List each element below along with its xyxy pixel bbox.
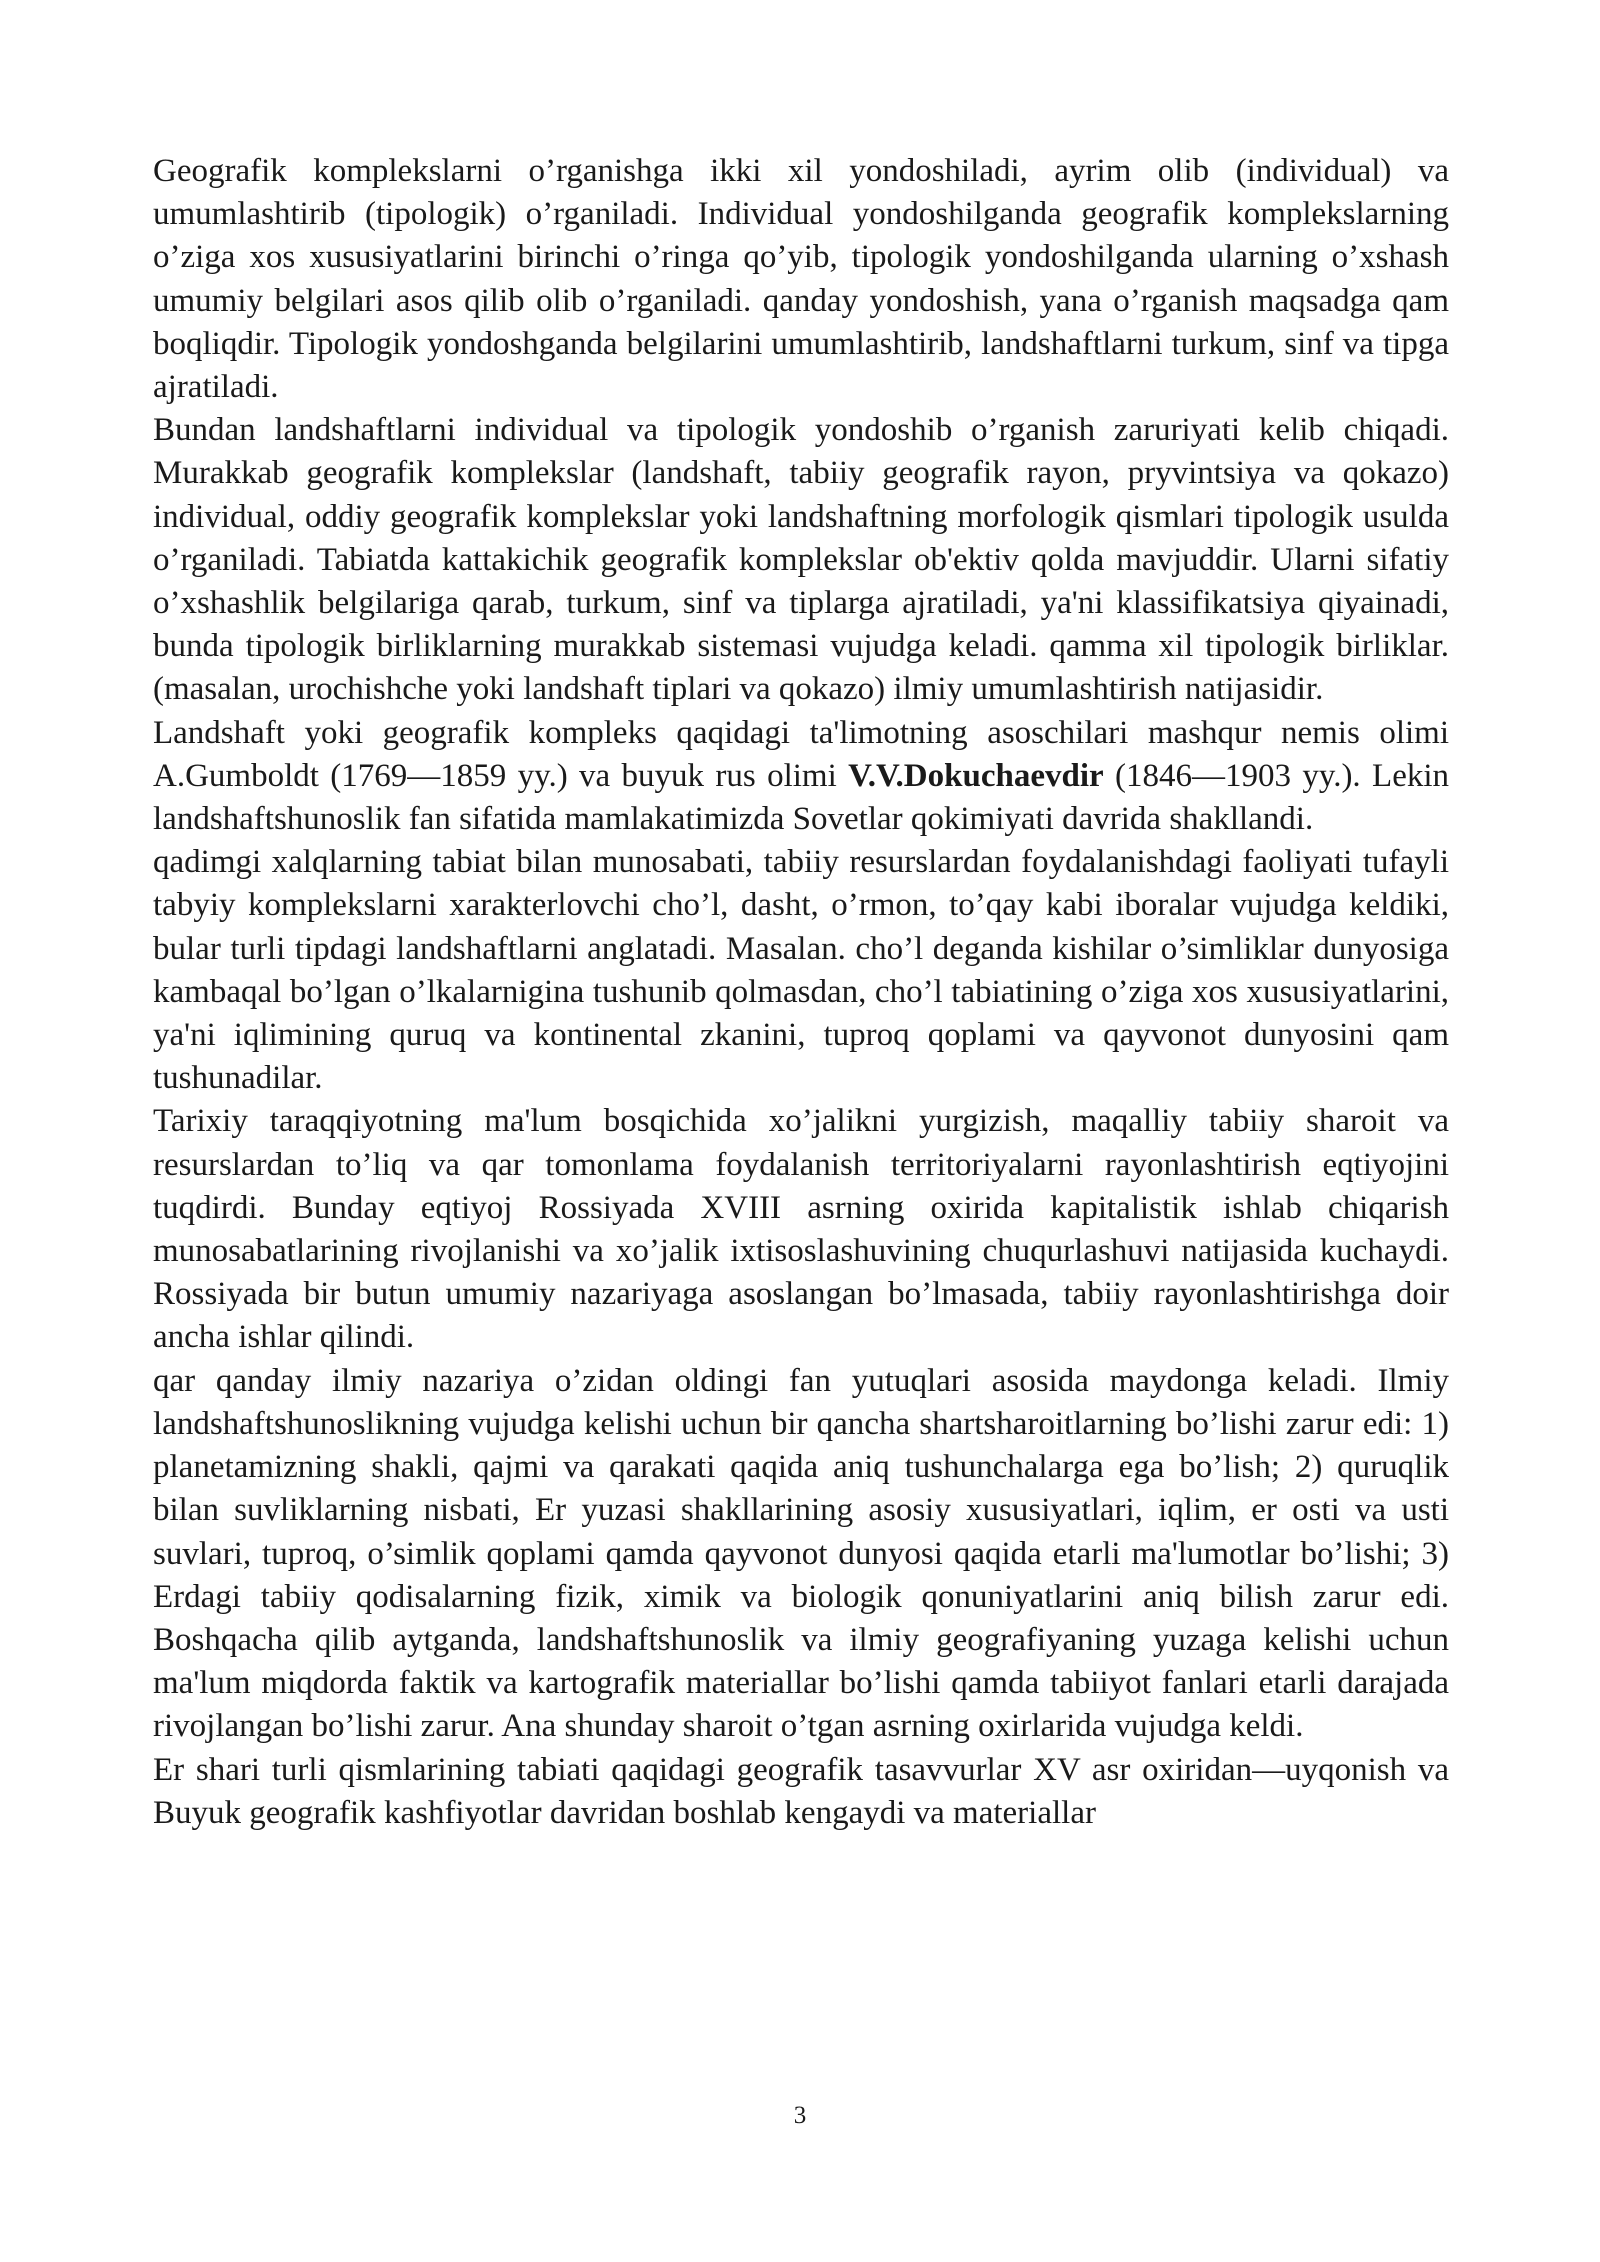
- paragraph-4: qadimgi xalqlarning tabiat bilan munosabati, tabiiy resurslardan foydalanishdagi faoliyati tufayli tabyiy komplekslarni xarakterlovchi cho’l, dasht, o’rmon, to’qay kabi iboralar vujudga keldiki, bular turli tipdagi landshaftlarni anglatadi. Masalan. cho’l deganda kishilar o’simliklar dunyosiga kambaqal bo’lgan o’lkalarnigina tushunib qolmasdan, cho’l tabiatining o’ziga xos xususiyatlarini, ya'ni iqlimining quruq va kontinental zkanini, tuproq qoplami va qayvonot dunyosini qam tushunadilar.: [153, 844, 1449, 1097]
- paragraph-7: Er shari turli qismlarining tabiati qaqidagi geografik tasavvurlar XV asr oxiridan—uyqonish va Buyuk geografik kashfiyotlar davridan boshlab kengaydi va materiallar: [153, 1751, 1449, 1831]
- paragraph-3-text-before: Landshaft yoki geografik kompleks qaqidagi ta'limotning asoschilari mashqur nemis olimi A.Gumboldt (1769—1859 yy.) va buyuk rus olimi: [153, 714, 1449, 794]
- paragraph-3: [153, 712, 1449, 842]
- paragraph-2: Bundan landshaftlarni individual va tipologik yondoshib o’rganish zaruriyati kelib chiqadi. Murakkab geografik komplekslar (landshaft, tabiiy geografik rayon, pryvintsiya va qokazo) individual, oddiy geografik komplekslar yoki landshaftning morfologik qismlari tipologik usulda o’rganiladi. Tabiatda kattakichik geografik komplekslar ob'ektiv qolda mavjuddir. Ularni sifatiy o’xshashlik belgilariga qarab, turkum, sinf va tiplarga ajratiladi, ya'ni klassifikatsiya qiyainadi, bunda tipologik birliklarning murakkab sistemasi vujudga keladi. qamma xil tipologik birliklar. (masalan, urochishche yoki landshaft tiplari va qokazo) ilmiy umumlashtirish natijasidir.: [153, 412, 1449, 708]
- paragraph-3-bold-name: V.V.Dokuchaevdir: [848, 757, 1104, 794]
- paragraph-1: Geografik komplekslarni o’rganishga ikki xil yondoshiladi, ayrim olib (individual) va umumlashtirib (tipologik) o’rganiladi. Individual yondoshilganda geografik komplekslarning o’ziga xos xususiyatlarini birinchi o’ringa qo’yib, tipologik yondoshilganda ularning o’xshash umumiy belgilari asos qilib olib o’rganiladi. qanday yondoshish, yana o’rganish maqsadga qam boqliqdir. Tipologik yondoshganda belgilarini umumlashtirib, landshaftlarni turkum, sinf va tipga ajratiladi.: [153, 153, 1449, 406]
- paragraph-6: qar qanday ilmiy nazariya o’zidan oldingi fan yutuqlari asosida maydonga keladi. Ilmiy landshaftshunoslikning vujudga kelishi uchun bir qancha shartsharoitlarning bo’lishi zarur edi: 1) planetamizning shakli, qajmi va qarakati qaqida aniq tushunchalarga ega bo’lish; 2) quruqlik bilan suvliklarning nisbati, Er yuzasi shakllarining asosiy xususiyatlari, iqlim, er osti va usti suvlari, tuproq, o’simlik qoplami qamda qayvonot dunyosi qaqida etarli ma'lumotlar bo’lishi; 3) Erdagi tabiiy qodisalarning fizik, ximik va biologik qonuniyatlarini aniq bilish zarur edi. Boshqacha qilib aytganda, landshaftshunoslik va ilmiy geografiyaning yuzaga kelishi uchun ma'lum miqdorda faktik va kartografik materiallar bo’lishi qamda tabiiyot fanlari etarli darajada rivojlangan bo’lishi zarur. Ana shunday sharoit o’tgan asrning oxirlarida vujudga keldi.: [153, 1362, 1449, 1745]
- paragraph-3-text-after: (1846—1903 yy.). Lekin landshaftshunoslik fan sifatida mamlakatimizda Sovetlar qokimiyati davrida shakllandi.: [153, 757, 1450, 838]
- paragraph-5: Tarixiy taraqqiyotning ma'lum bosqichida xo’jalikni yurgizish, maqalliy tabiiy sharoit va resurslardan to’liq va qar tomonlama foydalanish territoriyalarni rayonlashtirish eqtiyojini tuqdirdi. Bunday eqtiyoj Rossiyada XVIII asrning oxirida kapitalistik ishlab chiqarish munosabatlarining rivojlanishi va xo’jalik ixtisoslashuvining chuqurlashuvi natijasida kuchaydi. Rossiyada bir butun umumiy nazariyaga asoslangan bo’lmasada, tabiiy rayonlashtirishga doir ancha ishlar qilindi.: [153, 1103, 1449, 1356]
- body-text: [153, 150, 1449, 1835]
- page-number: 3: [793, 2102, 807, 2129]
